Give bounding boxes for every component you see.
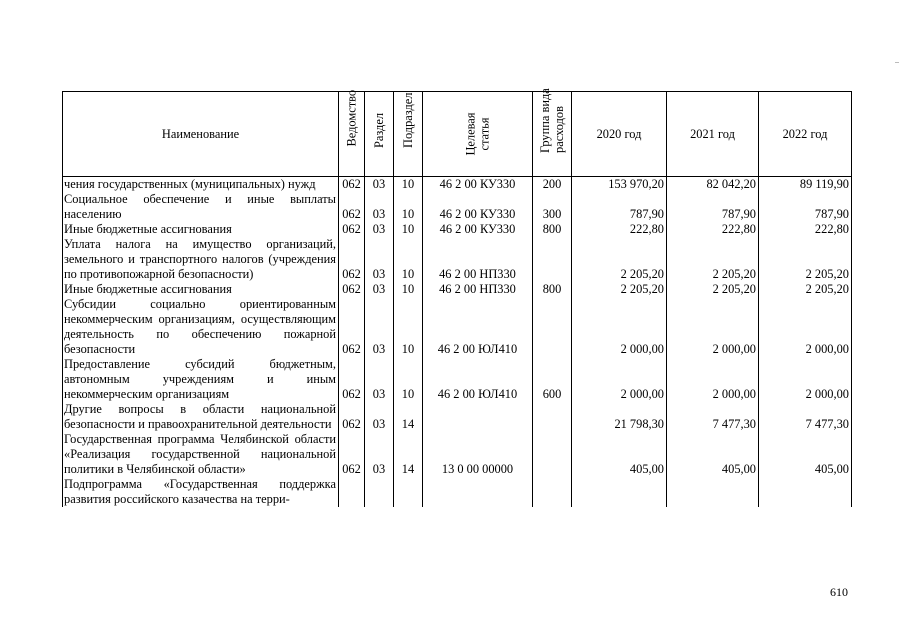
cell-section: 03: [365, 192, 394, 222]
header-2021: 2021 год: [667, 92, 759, 177]
cell-name: Субсидии социально ориентированным некоммерческим организациям, осуществляющим деятельность по обеспечению пожарной безопасности: [63, 297, 339, 357]
table-row: [63, 357, 852, 402]
cell-group: [533, 297, 572, 357]
cell-target: [423, 477, 533, 507]
header-target-line1: Целевая: [463, 112, 478, 156]
cell-target: 46 2 00 НП330: [423, 237, 533, 282]
cell-dept: 062: [339, 237, 365, 282]
cell-2022: 2 205,20: [759, 282, 852, 297]
cell-target: 13 0 00 00000: [423, 432, 533, 477]
cell-subsection: 14: [394, 402, 423, 432]
cell-name: Другие вопросы в области национальной безопасности и правоохранительной деятельности: [63, 402, 339, 432]
header-target: [423, 92, 533, 177]
table-row: [63, 192, 852, 222]
cell-section: 03: [365, 432, 394, 477]
cell-target: 46 2 00 НП330: [423, 282, 533, 297]
cell-target: 46 2 00 КУ330: [423, 222, 533, 237]
cell-name: Уплата налога на имущество организаций, земельного и транспортного налогов (учреждения по противопожарной безопасности): [63, 237, 339, 282]
cell-2022: 2 205,20: [759, 237, 852, 282]
cell-2021: 787,90: [667, 192, 759, 222]
header-section-label: Раздел: [372, 112, 386, 148]
cell-name: Предоставление субсидий бюджетным, автономным учреждениям и иным некоммерческим организациям: [63, 357, 339, 402]
cell-2021: 7 477,30: [667, 402, 759, 432]
cell-subsection: 10: [394, 192, 423, 222]
cell-2020: 153 970,20: [572, 177, 667, 193]
cell-group: [533, 237, 572, 282]
cell-2021: 2 205,20: [667, 282, 759, 297]
cell-2020: 2 205,20: [572, 282, 667, 297]
cell-section: 03: [365, 297, 394, 357]
header-group-line2: расходов: [552, 106, 566, 153]
header-name: Наименование: [63, 92, 339, 177]
cell-name: Государственная программа Челябинской области «Реализация государственной национальной политики в Челябинской области»: [63, 432, 339, 477]
header-dept: [339, 89, 365, 177]
cell-2021: 222,80: [667, 222, 759, 237]
cell-2020: 222,80: [572, 222, 667, 237]
header-2020: 2020 год: [572, 92, 667, 177]
cell-subsection: 14: [394, 432, 423, 477]
table-row: [63, 432, 852, 477]
cell-dept: 062: [339, 222, 365, 237]
header-group: [533, 88, 572, 177]
header-section: [365, 92, 394, 177]
header-subsection: [394, 92, 423, 177]
cell-subsection: 10: [394, 282, 423, 297]
header-2022: 2022 год: [759, 92, 852, 177]
cell-dept: 062: [339, 192, 365, 222]
cell-section: 03: [365, 222, 394, 237]
cell-name: Иные бюджетные ассигнования: [63, 222, 339, 237]
cell-group: [533, 432, 572, 477]
cell-2022: 222,80: [759, 222, 852, 237]
cell-2021: 2 000,00: [667, 357, 759, 402]
cell-2021: 405,00: [667, 432, 759, 477]
cell-2021: 2 205,20: [667, 237, 759, 282]
table-row: [63, 477, 852, 507]
cell-subsection: [394, 477, 423, 507]
cell-2020: 21 798,30: [572, 402, 667, 432]
cell-name: Социальное обеспечение и иные выплаты населению: [63, 192, 339, 222]
cell-dept: [339, 477, 365, 507]
cell-target: [423, 402, 533, 432]
cell-section: [365, 477, 394, 507]
cell-2020: 405,00: [572, 432, 667, 477]
budget-table: [62, 88, 852, 507]
cell-section: 03: [365, 357, 394, 402]
cell-2022: 2 000,00: [759, 297, 852, 357]
cell-2022: 787,90: [759, 192, 852, 222]
cell-2022: 7 477,30: [759, 402, 852, 432]
cell-2021: 2 000,00: [667, 297, 759, 357]
cell-section: 03: [365, 402, 394, 432]
cell-section: 03: [365, 237, 394, 282]
table-row: [63, 237, 852, 282]
cell-name: чения государственных (муниципальных) нужд: [63, 177, 339, 193]
header-target-label: [464, 80, 492, 189]
cell-2022: [759, 477, 852, 507]
cell-target: 46 2 00 КУ330: [423, 177, 533, 193]
budget-table-sheet: [62, 88, 851, 577]
scan-edge-mark: [895, 62, 899, 63]
cell-section: 03: [365, 177, 394, 193]
cell-dept: 062: [339, 297, 365, 357]
header-group-line1: Группа вида: [538, 88, 552, 153]
cell-2022: 2 000,00: [759, 357, 852, 402]
cell-2021: 82 042,20: [667, 177, 759, 193]
cell-dept: 062: [339, 432, 365, 477]
table-body: [63, 177, 852, 508]
cell-subsection: 10: [394, 177, 423, 193]
cell-2020: 2 205,20: [572, 237, 667, 282]
cell-group: 800: [533, 222, 572, 237]
cell-group: [533, 402, 572, 432]
header-subsection-label: Подраздел: [401, 92, 415, 148]
header-target-line2: статья: [477, 117, 492, 151]
cell-dept: 062: [339, 357, 365, 402]
page-number: 610: [830, 585, 848, 599]
cell-section: 03: [365, 282, 394, 297]
cell-group: 300: [533, 192, 572, 222]
header-group-label: [538, 88, 566, 153]
cell-target: 46 2 00 ЮЛ410: [423, 297, 533, 357]
cell-dept: 062: [339, 177, 365, 193]
cell-name: Подпрограмма «Государственная поддержка развития российского казачества на терри-: [63, 477, 339, 507]
cell-2021: [667, 477, 759, 507]
cell-2022: 89 119,90: [759, 177, 852, 193]
cell-2020: 787,90: [572, 192, 667, 222]
cell-name: Иные бюджетные ассигнования: [63, 282, 339, 297]
cell-group: 800: [533, 282, 572, 297]
table-row: [63, 402, 852, 432]
cell-dept: 062: [339, 282, 365, 297]
cell-subsection: 10: [394, 222, 423, 237]
cell-subsection: 10: [394, 357, 423, 402]
cell-target: 46 2 00 ЮЛ410: [423, 357, 533, 402]
table-row: [63, 282, 852, 297]
cell-subsection: 10: [394, 237, 423, 282]
table-row: [63, 177, 852, 193]
cell-dept: 062: [339, 402, 365, 432]
cell-group: 200: [533, 177, 572, 193]
cell-2020: [572, 477, 667, 507]
cell-2020: 2 000,00: [572, 357, 667, 402]
cell-group: 600: [533, 357, 572, 402]
cell-target: 46 2 00 КУ330: [423, 192, 533, 222]
cell-group: [533, 477, 572, 507]
cell-2022: 405,00: [759, 432, 852, 477]
table-row: [63, 222, 852, 237]
table-row: [63, 297, 852, 357]
table-header-row: [63, 92, 852, 177]
cell-subsection: 10: [394, 297, 423, 357]
header-dept-label: Ведомство: [344, 89, 359, 147]
cell-2020: 2 000,00: [572, 297, 667, 357]
